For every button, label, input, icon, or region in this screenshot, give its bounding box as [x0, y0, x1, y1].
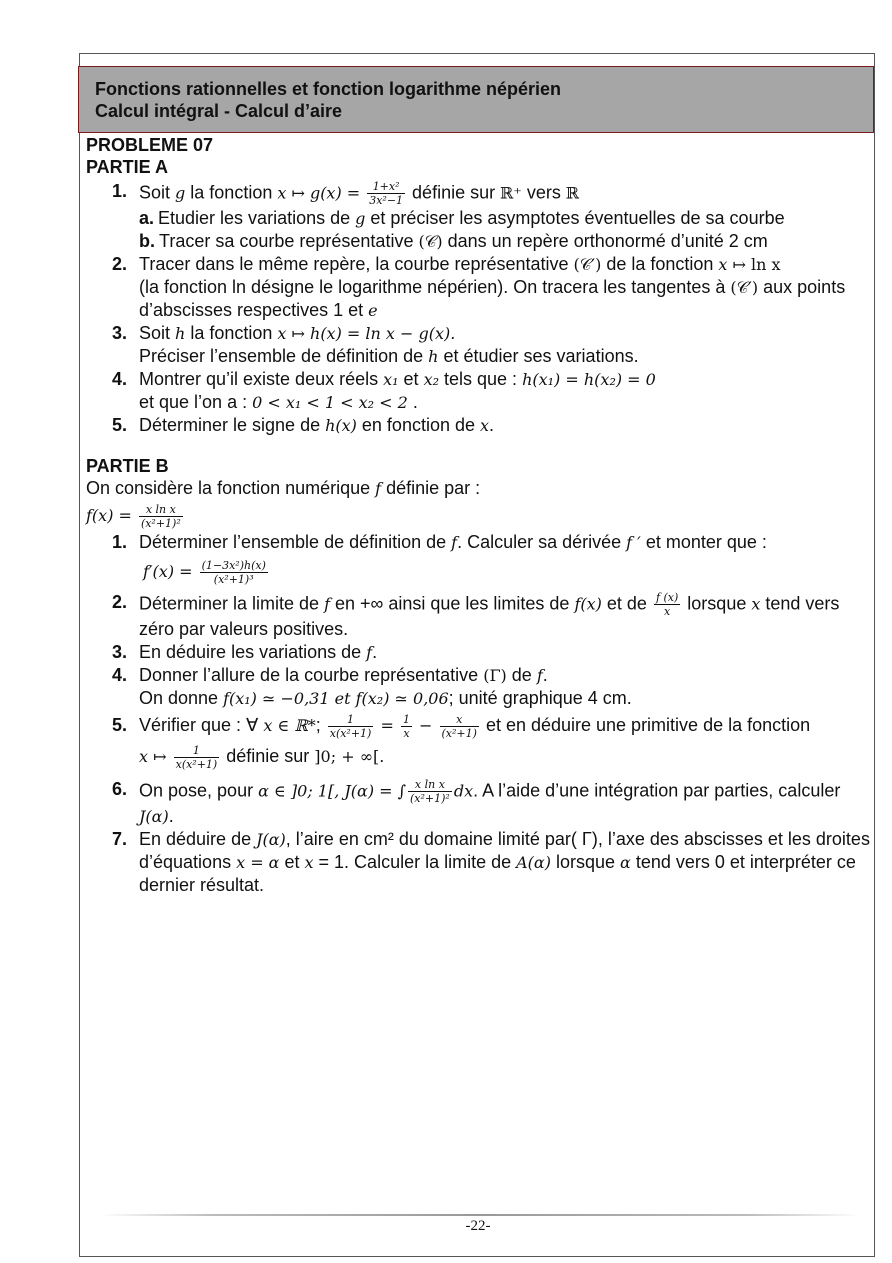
text: et de: [601, 593, 652, 614]
numerator: 1: [402, 712, 410, 726]
math: (𝒞′): [730, 278, 759, 297]
item-number: 5.: [112, 415, 128, 435]
math: x ↦ h(x) = ln x − g(x).: [277, 324, 456, 343]
text: Vérifier que : ∀: [139, 715, 264, 735]
text: ;: [315, 715, 326, 735]
part-a-item-2: [86, 253, 870, 322]
item-number: 1.: [112, 181, 128, 201]
text: Tracer sa courbe représentative: [159, 231, 419, 251]
math: f(x₁) ≃ −0,31 et f(x₂) ≃ 0,06: [223, 689, 449, 708]
math: x₂: [423, 370, 439, 389]
item-number: 2.: [112, 592, 128, 612]
part-b-item-7: [86, 828, 870, 897]
text: Soit: [139, 182, 176, 203]
numerator: 1: [328, 713, 374, 727]
text: lorsque: [550, 852, 621, 872]
math: −: [413, 716, 438, 735]
text: Déterminer l’ensemble de définition de: [139, 532, 452, 552]
sub-label: b.: [139, 231, 155, 251]
text: définie par :: [381, 478, 481, 498]
math: α: [620, 853, 631, 872]
fraction: [328, 713, 374, 740]
text: et: [279, 852, 305, 872]
math: x: [480, 416, 490, 435]
text: dans un repère orthonormé d’unité 2 cm: [442, 231, 768, 251]
text: Soit: [139, 323, 176, 343]
item-number: 6.: [112, 779, 128, 799]
text: Déterminer le signe de: [139, 415, 326, 435]
math: J(α): [139, 807, 169, 826]
math: x₁: [383, 370, 399, 389]
math: f: [366, 643, 373, 662]
fraction: [401, 713, 412, 740]
denominator: x(x²+1): [175, 757, 218, 771]
part-b-item-4: [86, 664, 870, 710]
text: définie sur: [221, 746, 315, 766]
text: et monter que :: [640, 532, 767, 552]
document-body: [86, 134, 870, 897]
item-number: 3.: [112, 642, 128, 662]
math: (𝒞): [418, 232, 443, 251]
math: x ↦: [718, 255, 752, 274]
part-a-item-5: [86, 414, 870, 437]
text: . A l’aide d’une intégration par parties, calculer: [473, 780, 841, 801]
denominator: (x²+1)³: [213, 572, 254, 586]
text: tels que :: [439, 369, 523, 389]
text: aux points d’abscisses respectives 1 et: [139, 277, 846, 320]
math: g: [355, 209, 366, 228]
text: et: [398, 369, 424, 389]
math: A(α): [516, 853, 551, 872]
text: la fonction: [185, 182, 278, 203]
part-b-item-2: [86, 591, 870, 641]
denominator: x(x²+1): [329, 726, 372, 740]
math: h(x): [325, 416, 357, 435]
math: α ∈ ]0; 1[, J(α) = ∫: [258, 781, 407, 801]
problem-title: PROBLEME 07: [86, 135, 214, 155]
part-b-intro: [86, 477, 870, 500]
numerator: x: [440, 713, 479, 727]
page-number: -22-: [465, 1218, 491, 1234]
item-number: 2.: [112, 254, 128, 274]
part-b-item-1: [86, 531, 870, 589]
numerator: 1: [174, 744, 220, 758]
text: de: [506, 665, 537, 685]
math: x: [751, 594, 761, 614]
text: lorsque: [682, 593, 752, 614]
item-number: 3.: [112, 323, 128, 343]
text: en +∞ ainsi que les limites de: [329, 593, 575, 614]
text: Donner l’allure de la courbe représentative: [139, 665, 484, 685]
math: h: [175, 324, 186, 343]
text: .: [168, 806, 174, 826]
part-a-item-1: [86, 180, 870, 207]
denominator: x: [664, 605, 671, 618]
math: f: [536, 666, 543, 685]
text: et que l’on a :: [139, 392, 253, 412]
header-banner: [78, 66, 874, 133]
text: et étudier ses variations.: [438, 346, 639, 366]
text: En déduire les variations de: [139, 642, 367, 662]
numerator: 1+x²: [367, 180, 405, 194]
numerator: x ln x: [139, 503, 183, 517]
math: f(x): [574, 594, 602, 614]
item-number: 7.: [112, 829, 128, 849]
item-number: 4.: [112, 369, 128, 389]
part-a-item-1a: [86, 207, 870, 230]
math: dx: [453, 781, 474, 801]
math: g: [175, 183, 186, 203]
function-definition: [86, 500, 870, 531]
item-number: 4.: [112, 665, 128, 685]
math: h(x₁) = h(x₂) = 0: [522, 370, 656, 389]
text: en fonction de: [356, 415, 480, 435]
derivative-formula: [139, 554, 870, 589]
text: (la fonction ln désigne le logarithme népérien). On tracera les tangentes à: [139, 277, 731, 297]
fraction: [440, 713, 479, 740]
text: On pose, pour: [139, 780, 259, 801]
part-a-title: PARTIE A: [86, 157, 169, 177]
math: f ′: [626, 533, 641, 552]
fraction: [174, 744, 220, 771]
item-number: 1.: [112, 532, 128, 552]
text: la fonction: [185, 323, 278, 343]
text: .: [489, 415, 495, 435]
denominator: (x²+1): [441, 726, 477, 740]
math: x ∈ ℝ*: [263, 716, 316, 735]
part-b-item-3: [86, 641, 870, 664]
text: .: [372, 642, 378, 662]
text: = 1. Calculer la limite de: [313, 852, 517, 872]
text: et en déduire une primitive de la fonction: [480, 715, 811, 735]
text: ; unité graphique 4 cm.: [448, 688, 632, 708]
math: (Γ): [483, 666, 507, 685]
math: J(α): [256, 830, 286, 849]
header-title: Fonctions rationnelles et fonction logarithme népérien: [95, 79, 562, 99]
part-b-item-6: [86, 778, 870, 828]
text: .: [542, 665, 548, 685]
math: h: [428, 347, 439, 366]
math: x = α: [236, 853, 280, 872]
part-a-item-4: [86, 368, 870, 414]
numerator: x ln x: [408, 778, 452, 792]
text: , l’aire en cm² du domaine limité par( Γ), l’axe des abscisses et les droites d’équations: [139, 829, 870, 872]
math: f: [451, 533, 458, 552]
text: . Calculer sa dérivée: [457, 532, 627, 552]
text: On considère la fonction numérique: [86, 478, 376, 498]
denominator: 3x²−1: [369, 194, 404, 207]
math: f: [375, 479, 382, 498]
math: x: [304, 853, 314, 872]
fraction: [200, 559, 268, 586]
part-a-item-1b: [86, 230, 870, 253]
math: f: [324, 594, 330, 614]
text: En déduire de: [139, 829, 257, 849]
math: x ↦ g(x) =: [277, 183, 361, 203]
math: f′(x) =: [143, 562, 193, 581]
denominator: (x²+1)²: [410, 792, 450, 805]
math: ln x: [751, 255, 781, 274]
math: ℝ: [565, 183, 580, 203]
fraction: [367, 180, 405, 207]
math: 0 < x₁ < 1 < x₂ < 2: [252, 393, 408, 412]
text: et préciser les asymptotes éventuelles de sa courbe: [365, 208, 785, 228]
fraction: [654, 591, 680, 618]
text: vers: [521, 182, 566, 203]
text: tend vers zéro par valeurs positives.: [139, 593, 840, 639]
math: (𝒞′): [573, 255, 602, 274]
math: ]0; + ∞[.: [314, 747, 385, 766]
text: .: [407, 392, 418, 412]
text: tend vers 0 et interpréter ce dernier résultat.: [139, 852, 856, 895]
fraction: [408, 778, 452, 805]
numerator: f (x): [655, 591, 679, 604]
part-b-item-5: [86, 710, 870, 772]
fraction: [139, 503, 183, 530]
numerator: (1−3x²)h(x): [201, 558, 266, 572]
part-b-title: PARTIE B: [86, 456, 169, 476]
footer-divider: [100, 1214, 860, 1216]
header-subtitle: Calcul intégral - Calcul d’aire: [95, 101, 343, 121]
denominator: (x²+1)²: [140, 516, 181, 530]
math: x ↦: [139, 747, 172, 766]
math: f(x) =: [86, 506, 132, 525]
part-a-item-3: [86, 322, 870, 368]
text: Déterminer la limite de: [139, 593, 325, 614]
math: e: [368, 301, 378, 320]
text: Préciser l’ensemble de définition de: [139, 346, 429, 366]
text: On donne: [139, 688, 224, 708]
sub-label: a.: [139, 208, 155, 228]
text: Etudier les variations de: [158, 208, 356, 228]
math: =: [375, 716, 399, 735]
denominator: x: [403, 726, 410, 740]
math: ℝ⁺: [500, 183, 522, 203]
text: de la fonction: [601, 254, 719, 274]
text: Montrer qu’il existe deux réels: [139, 369, 384, 389]
text: Tracer dans le même repère, la courbe représentative: [139, 254, 574, 274]
item-number: 5.: [112, 715, 128, 735]
text: définie sur: [412, 182, 501, 203]
